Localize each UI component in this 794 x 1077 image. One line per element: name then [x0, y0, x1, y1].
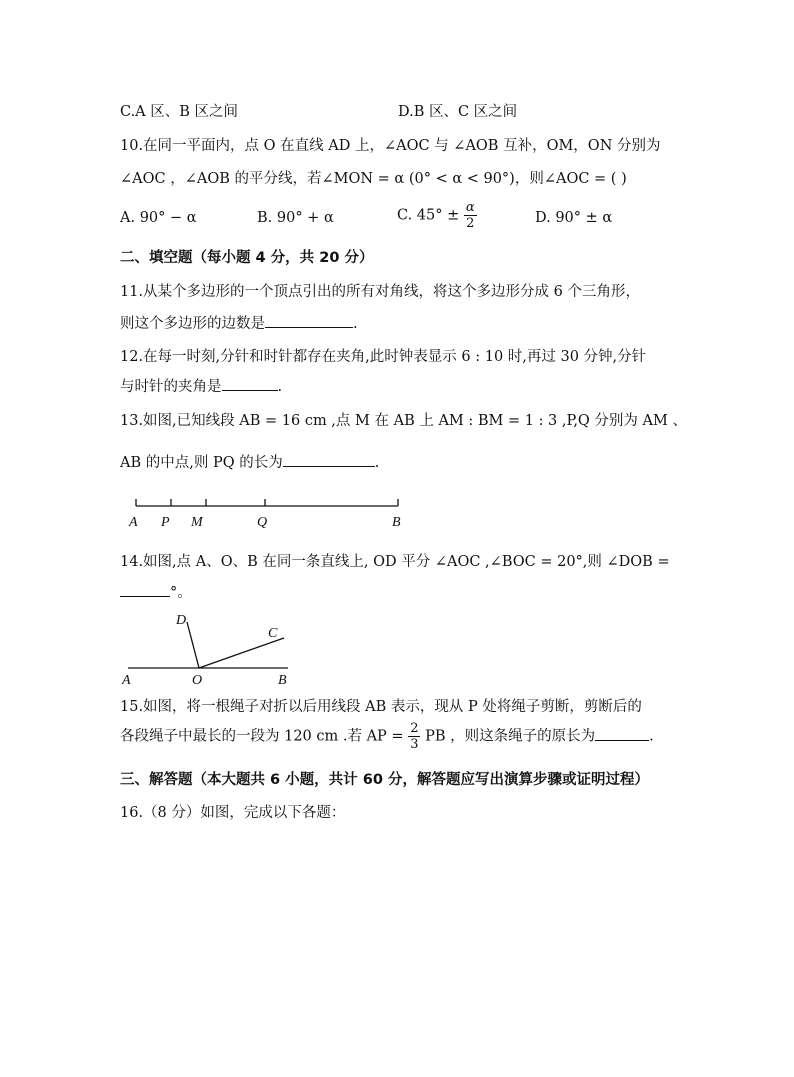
q13-segment-figure [120, 490, 420, 536]
q13-line1: 13.如图,已知线段 AB = 16 cm ,点 M 在 AB 上 AM : BM = 1 : 3 ,P,Q 分别为 AM 、 [120, 413, 687, 429]
q12-line2 [120, 375, 282, 396]
q10-line1: 10.在同一平面内，点 O 在直线 AD 上，∠AOC 与 ∠AOB 互补，OM，ON 分别为 [120, 138, 661, 154]
label-a: A [122, 673, 131, 688]
q15-line2-end: . [649, 728, 654, 745]
label-b: B [392, 515, 401, 530]
q13-line2-text: AB 的中点,则 PQ 的长为 [120, 455, 283, 471]
q15-line2-a: 各段绳子中最长的一段为 120 cm .若 AP = [120, 728, 404, 745]
q10-option-c-numerator: α [465, 200, 475, 215]
q12-line2-end: . [277, 379, 283, 395]
q10-option-a: A. 90° − α [120, 210, 197, 226]
q14-angle-figure [118, 606, 298, 690]
q13-line2-end: . [374, 455, 380, 471]
q10-option-b: B. 90° + α [257, 210, 334, 226]
label-a: A [129, 515, 138, 530]
q14-line2 [120, 581, 192, 602]
ray-od [187, 622, 199, 668]
q12-line1: 12.在每一时刻,分针和时针都存在夹角,此时钟表显示 6 : 10 时,再过 30 分钟,分针 [120, 349, 647, 365]
q14-line2-end: °。 [170, 585, 192, 601]
q14-answer-blank[interactable] [120, 582, 170, 597]
ray-oc [199, 638, 284, 668]
q15-line1: 15.如图，将一根绳子对折以后用线段 AB 表示，现从 P 处将绳子剪断，剪断后的 [120, 699, 642, 715]
q10-option-c-fraction [464, 201, 477, 230]
q15-line2 [120, 722, 654, 751]
q9-option-c: C.A 区、B 区之间 [120, 104, 239, 120]
label-q: Q [257, 515, 268, 530]
q15-line2-b: PB ，则这条绳子的原长为 [425, 728, 596, 745]
q11-line2 [120, 312, 358, 333]
label-o: O [192, 673, 203, 688]
q10-option-d: D. 90° ± α [535, 210, 613, 226]
q14-line1: 14.如图,点 A、O、B 在同一条直线上, OD 平分 ∠AOC ,∠BOC = 20°,则 ∠DOB = [120, 554, 670, 570]
q9-option-d: D.B 区、C 区之间 [398, 104, 518, 120]
q13-answer-blank[interactable] [283, 452, 375, 467]
q10-option-c [397, 201, 477, 230]
label-p: P [161, 515, 170, 530]
label-c: C [268, 626, 278, 641]
q11-answer-blank[interactable] [265, 313, 353, 328]
q11-line2-end: . [353, 316, 358, 332]
q10-line2: ∠AOC ，∠AOB 的平分线，若∠MON = α (0° < α < 90°)，则∠AOC = ( ) [120, 171, 627, 187]
section2-header: 二、填空题（每小题 4 分，共 20 分） [120, 250, 374, 266]
label-b: B [278, 673, 287, 688]
q15-fraction-denominator: 3 [410, 737, 419, 752]
q15-fraction-numerator: 2 [410, 721, 419, 736]
q16-line1: 16.（8 分）如图，完成以下各题： [120, 805, 346, 821]
section3-header: 三、解答题（本大题共 6 小题，共计 60 分，解答题应写出演算步骤或证明过程） [120, 772, 649, 788]
label-m: M [191, 515, 203, 530]
q15-answer-blank[interactable] [595, 726, 649, 741]
label-d: D [176, 613, 187, 628]
q11-line1: 11.从某个多边形的一个顶点引出的所有对角线，将这个多边形分成 6 个三角形， [120, 284, 641, 300]
q12-answer-blank[interactable] [222, 376, 278, 391]
q10-option-c-denominator: 2 [466, 216, 475, 231]
q11-line2-text: 则这个多边形的边数是 [120, 316, 265, 332]
q13-line2 [120, 451, 379, 472]
q12-line2-text: 与时针的夹角是 [120, 379, 222, 395]
q10-option-c-prefix: C. 45° ± [397, 207, 460, 224]
q15-fraction [408, 722, 420, 751]
